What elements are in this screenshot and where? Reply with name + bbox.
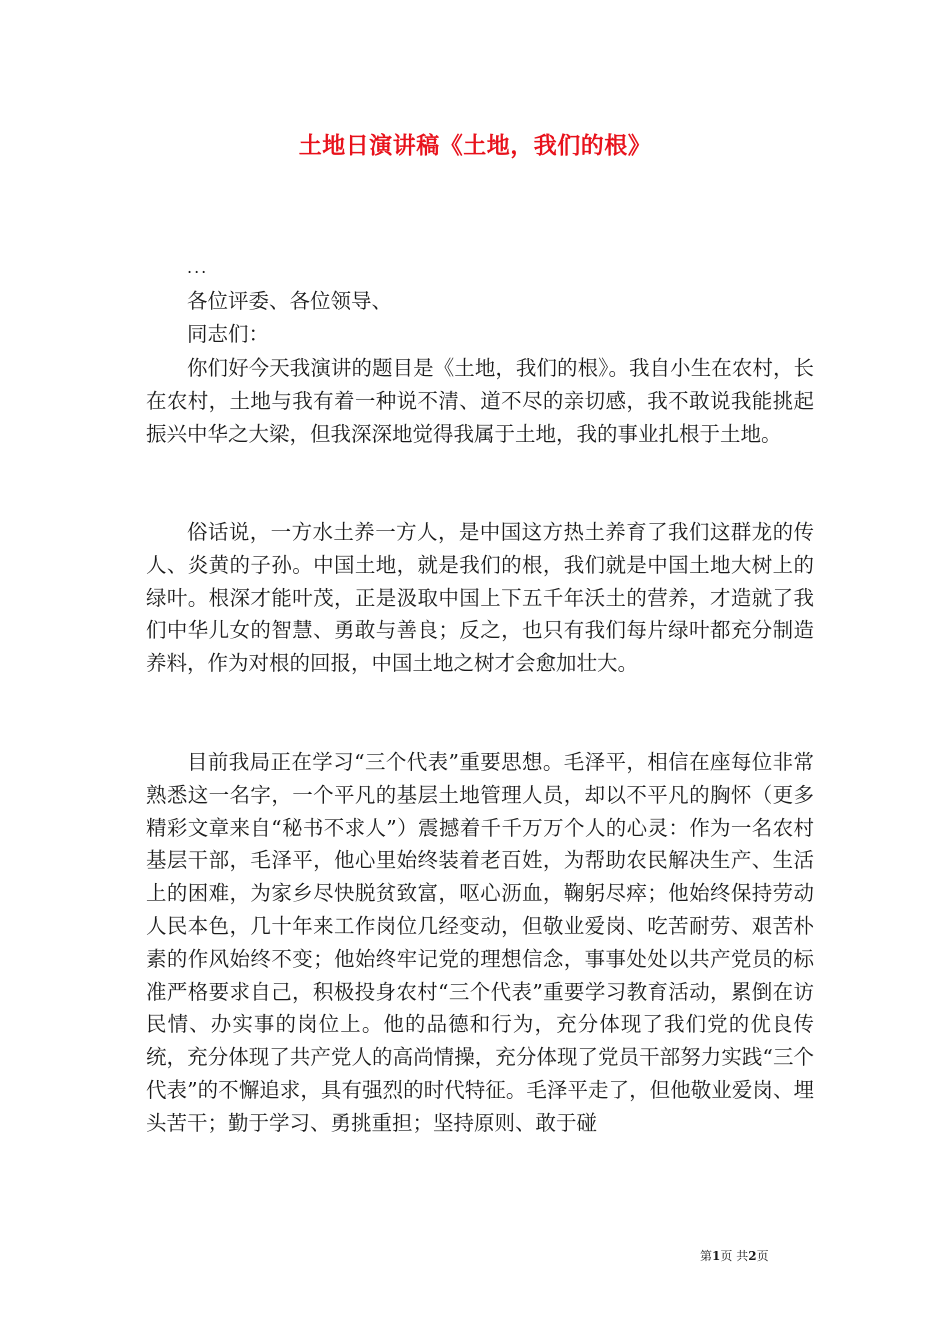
page-title: 土地日演讲稿《土地，我们的根》 bbox=[298, 132, 652, 159]
paragraph-2 bbox=[146, 516, 814, 680]
salutation-text-1: 各位评委、各位领导、 bbox=[187, 289, 392, 313]
paragraph-1-text: 你们好今天我演讲的题目是《土地，我们的根》。我自小生在农村，长在农村，土地与我有着一种说不清、道不尽的亲切感，我不敢说我能挑起振兴中华之大梁，但我深深地觉得我属于土地，我的事业扎根于土地。 bbox=[146, 356, 814, 446]
salutation-line-2 bbox=[146, 318, 814, 351]
footer-page-number: 1 bbox=[712, 1249, 721, 1263]
footer-total-pages: 2 bbox=[748, 1249, 757, 1263]
salutation-line-1 bbox=[146, 285, 814, 318]
paragraph-3-text: 目前我局正在学习“三个代表”重要思想。毛泽平，相信在座每位非常熟悉这一名字，一个平凡的基层土地管理人员，却以不平凡的胸怀（更多精彩文章来自“秘书不求人”）震撼着千千万万个人的心灵：作为一名农村基层干部，毛泽平，他心里始终装着老百姓，为帮助农民解决生产、生活上的困难，为家乡尽快脱贫致富，呕心沥血，鞠躬尽瘁；他始终保持劳动人民本色，几十年来工作岗位几经变动，但敬业爱岗、吃苦耐劳、艰苦朴素的作风始终不变；他始终牢记党的理想信念，事事处处以共产党员的标准严格要求自己，积极投身农村“三个代表”重要学习教育活动，累倒在访民情、办实事的岗位上。他的品德和行为，充分体现了我们党的优良传统，充分体现了共产党人的高尚情操，充分体现了党员干部努力实践“三个代表”的不懈追求，具有强烈的时代特征。毛泽平走了，但他敬业爱岗、埋头苦干；勤于学习、勇挑重担；坚持原则、敢于碰 bbox=[146, 750, 814, 1135]
salutation-text-2: 同志们： bbox=[187, 322, 269, 346]
paragraph-3 bbox=[146, 746, 814, 1140]
paragraph-1 bbox=[146, 352, 814, 450]
footer-suffix: 页 bbox=[756, 1249, 769, 1263]
footer-prefix: 第 bbox=[700, 1249, 713, 1263]
paragraph-2-text: 俗话说，一方水土养一方人，是中国这方热土养育了我们这群龙的传人、炎黄的子孙。中国土地，就是我们的根，我们就是中国土地大树上的绿叶。根深才能叶茂，正是汲取中国上下五千年沃土的营养，才造就了我们中华儿女的智慧、勇敢与善良；反之，也只有我们每片绿叶都充分制造养料，作为对根的回报，中国土地之树才会愈加壮大。 bbox=[146, 520, 814, 676]
page-footer bbox=[700, 1248, 769, 1264]
footer-middle: 页 共 bbox=[720, 1249, 749, 1263]
ellipsis-text: ... bbox=[187, 258, 209, 277]
